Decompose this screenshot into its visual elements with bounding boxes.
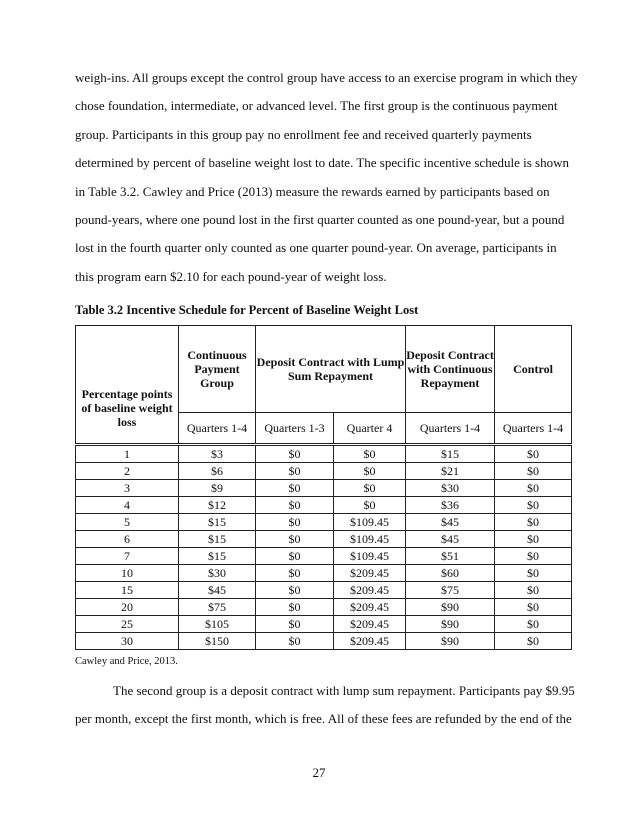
payment-cell: $0 [256,497,334,514]
weight-loss-cell: 1 [76,445,179,463]
table-row [76,633,572,650]
payment-cell: $0 [334,463,406,480]
page-number: 27 [312,765,326,780]
text-line: pound-years, where one pound lost in the first quarter counted as one pound-year, but a pound [75,212,565,228]
payment-cell: $0 [256,599,334,616]
table-row [76,497,572,514]
payment-cell: $0 [256,514,334,531]
payment-cell: $0 [256,480,334,497]
text-line: chose foundation, intermediate, or advanced level. The first group is the continuous payment [75,98,558,114]
payment-cell: $9 [179,480,256,497]
payment-cell: $12 [179,497,256,514]
payment-cell: $0 [256,445,334,463]
payment-cell: $75 [179,599,256,616]
table-caption: Table 3.2 Incentive Schedule for Percent of Baseline Weight Lost [75,303,419,317]
quarter-label: Quarters 1-3 [256,413,334,445]
payment-cell: $0 [256,582,334,599]
payment-cell: $45 [406,531,495,548]
weight-loss-cell: 7 [76,548,179,565]
payment-cell: $0 [495,565,572,582]
payment-cell: $0 [334,497,406,514]
quarter-label: Quarters 1-4 [495,413,572,445]
table-row [76,514,572,531]
payment-cell: $0 [256,463,334,480]
header-deposit-continuous: Deposit Contract with Continuous Repayment [406,326,495,413]
payment-cell: $90 [406,599,495,616]
payment-cell: $0 [495,616,572,633]
quarter-label: Quarter 4 [334,413,406,445]
payment-cell: $45 [406,514,495,531]
payment-cell: $209.45 [334,599,406,616]
body-paragraph-bottom [75,677,575,734]
payment-cell: $209.45 [334,582,406,599]
weight-loss-cell: 5 [76,514,179,531]
payment-cell: $0 [495,582,572,599]
weight-loss-cell: 4 [76,497,179,514]
payment-cell: $45 [179,582,256,599]
payment-cell: $0 [495,633,572,650]
payment-cell: $209.45 [334,633,406,650]
weight-loss-cell: 3 [76,480,179,497]
payment-cell: $109.45 [334,548,406,565]
payment-cell: $30 [179,565,256,582]
text-line: this program earn $2.10 for each pound-year of weight loss. [75,268,387,284]
payment-cell: $60 [406,565,495,582]
payment-cell: $0 [256,565,334,582]
text-line: The second group is a deposit contract with lump sum repayment. Participants pay $9.95 [113,683,575,698]
payment-cell: $209.45 [334,565,406,582]
header-percentage: Percentage points of baseline weight loss [76,326,179,445]
quarter-label: Quarters 1-4 [179,413,256,445]
weight-loss-cell: 20 [76,599,179,616]
quarter-label: Quarters 1-4 [406,413,495,445]
text-line: in Table 3.2. Cawley and Price (2013) measure the rewards earned by participants based on [75,183,550,199]
header-continuous-payment: Continuous Payment Group [179,326,256,413]
table-row [76,548,572,565]
table-row [76,616,572,633]
text-line: group. Participants in this group pay no enrollment fee and received quarterly payments [75,126,532,142]
table-row [76,445,572,463]
payment-cell: $0 [495,531,572,548]
payment-cell: $90 [406,616,495,633]
weight-loss-cell: 2 [76,463,179,480]
table-row [76,480,572,497]
payment-cell: $0 [256,548,334,565]
text-line: weigh-ins. All groups except the control group have access to an exercise program in which they [75,70,578,85]
payment-cell: $36 [406,497,495,514]
table-row [76,531,572,548]
payment-cell: $0 [256,633,334,650]
weight-loss-cell: 15 [76,582,179,599]
payment-cell: $75 [406,582,495,599]
payment-cell: $21 [406,463,495,480]
weight-loss-cell: 10 [76,565,179,582]
payment-cell: $105 [179,616,256,633]
payment-cell: $0 [495,480,572,497]
table-row [76,463,572,480]
payment-cell: $109.45 [334,531,406,548]
text-line: determined by percent of baseline weight lost to date. The specific incentive schedule is shown [75,155,569,171]
text-line: lost in the fourth quarter only counted as one quarter pound-year. On average, participants in [75,240,557,256]
payment-cell: $0 [495,514,572,531]
payment-cell: $51 [406,548,495,565]
header-deposit-lump-sum: Deposit Contract with Lump Sum Repayment [256,326,406,413]
payment-cell: $90 [406,633,495,650]
table-source-note: Cawley and Price, 2013. [75,656,178,667]
payment-cell: $150 [179,633,256,650]
payment-cell: $0 [334,445,406,463]
payment-cell: $6 [179,463,256,480]
header-control: Control [495,326,572,413]
body-paragraph-top [75,64,578,291]
payment-cell: $109.45 [334,514,406,531]
table-row [76,565,572,582]
payment-cell: $0 [495,463,572,480]
payment-cell: $0 [256,531,334,548]
payment-cell: $0 [495,548,572,565]
payment-cell: $15 [179,514,256,531]
payment-cell: $15 [179,548,256,565]
payment-cell: $0 [495,497,572,514]
payment-cell: $15 [406,445,495,463]
payment-cell: $0 [256,616,334,633]
weight-loss-cell: 6 [76,531,179,548]
payment-cell: $209.45 [334,616,406,633]
incentive-schedule-table [75,325,572,650]
payment-cell: $0 [334,480,406,497]
payment-cell: $3 [179,445,256,463]
payment-cell: $30 [406,480,495,497]
payment-cell: $0 [495,445,572,463]
text-line: per month, except the first month, which is free. All of these fees are refunded by the end of the [75,711,572,727]
weight-loss-cell: 25 [76,616,179,633]
table-header-row [76,326,572,413]
payment-cell: $15 [179,531,256,548]
payment-cell: $0 [495,599,572,616]
table-row [76,582,572,599]
weight-loss-cell: 30 [76,633,179,650]
table-row [76,599,572,616]
